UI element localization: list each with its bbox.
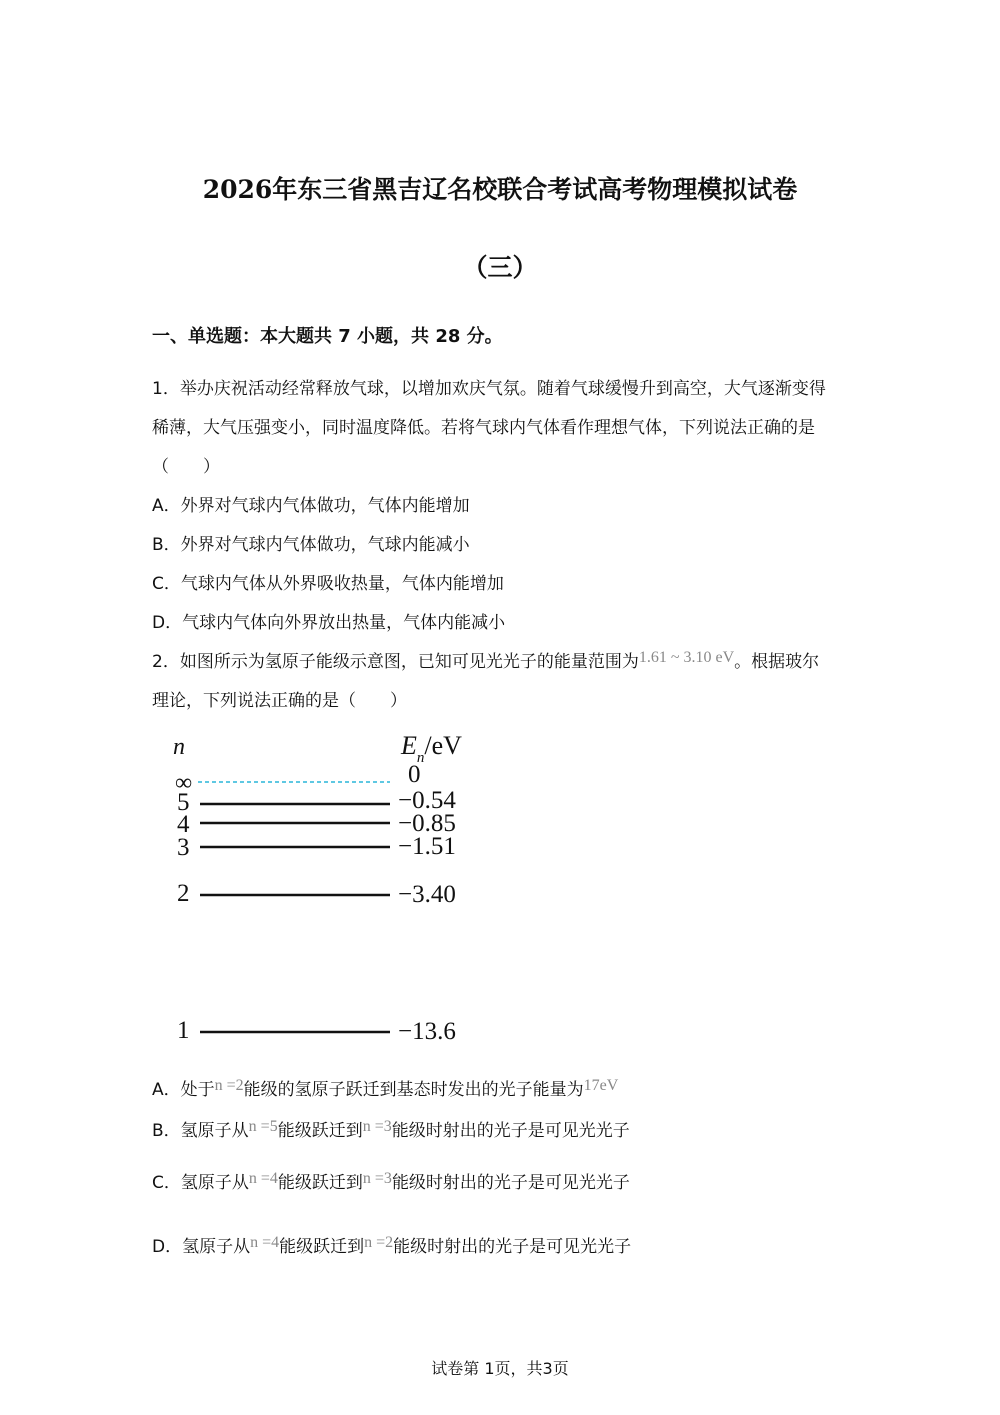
q2-option-d-math2: n =2	[364, 1234, 394, 1251]
q2-option-a-math2: 17eV	[583, 1077, 619, 1094]
level-inf-energy: 0	[408, 761, 421, 788]
level-1-n: 1	[177, 1017, 190, 1044]
level-3-n: 3	[177, 834, 190, 861]
q2-option-c-text1: 能级跃迁到	[277, 1173, 363, 1193]
q2-option-a-prefix: A．处于	[152, 1080, 215, 1100]
level-2-energy-value: −3.40	[398, 881, 456, 908]
level-1-energy-value: −13.6	[398, 1018, 456, 1045]
q2-option-b-math2: n =3	[362, 1118, 392, 1135]
q2-option-b-math1: n =5	[248, 1118, 278, 1135]
q2-option-d-math1: n =4	[250, 1234, 280, 1251]
q2-option-c-prefix: C．氢原子从	[152, 1173, 249, 1193]
q2-option-c-math2: n =3	[362, 1170, 392, 1187]
level-5-energy-value: −0.54	[398, 787, 456, 814]
q1-stem-line1: 1．举办庆祝活动经常释放气球，以增加欢庆气氛。随着气球缓慢升到高空，大气逐渐变得	[152, 379, 826, 399]
energy-label-sub: n	[416, 750, 425, 766]
q1-stem-line2: 稀薄，大气压强变小，同时温度降低。若将气球内气体看作理想气体，下列说法正确的是	[152, 418, 815, 438]
q2-stem-line2: 理论，下列说法正确的是（ ）	[152, 691, 407, 711]
q1-option-d: D．气球内气体向外界放出热量，气体内能减小	[152, 613, 506, 633]
n-axis-label: n	[173, 734, 185, 760]
level-inf-n: ∞	[175, 770, 193, 796]
q1-option-b: B．外界对气球内气体做功，气球内能减小	[152, 535, 470, 555]
q1-option-a: A．外界对气球内气体做功，气体内能增加	[152, 496, 470, 516]
q2-option-a	[152, 1078, 618, 1103]
q2-option-a-text: 能级的氢原子跃迁到基态时发出的光子能量为	[243, 1080, 584, 1100]
q2-option-b-prefix: B．氢原子从	[152, 1121, 249, 1141]
q2-option-a-math1: n =2	[214, 1077, 244, 1094]
q2-option-c	[152, 1171, 630, 1196]
q2-option-d-prefix: D．氢原子从	[152, 1237, 251, 1257]
q1-option-c: C．气球内气体从外界吸收热量，气体内能增加	[152, 574, 504, 594]
q2-energy-range: 1.61 ~ 3.10 eV	[638, 649, 735, 666]
q2-option-b-text1: 能级跃迁到	[277, 1121, 363, 1141]
q2-stem-before: 2．如图所示为氢原子能级示意图，已知可见光光子的能量范围为	[152, 652, 639, 672]
level-4-energy-value: −0.85	[398, 810, 456, 837]
q2-option-d-text2: 能级时射出的光子是可见光光子	[393, 1237, 632, 1257]
energy-label-main: E	[401, 731, 417, 760]
level-3-energy-value: −1.51	[398, 833, 456, 860]
q2-stem-line1	[152, 650, 819, 675]
q2-option-d-text1: 能级跃迁到	[279, 1237, 365, 1257]
level-2-n: 2	[177, 880, 190, 907]
page-footer: 试卷第 1页，共3页	[431, 1359, 569, 1378]
energy-label-unit: /eV	[424, 731, 462, 760]
exam-title: 2026年东三省黑吉辽名校联合考试高考物理模拟试卷	[202, 175, 798, 204]
q2-option-d	[152, 1235, 631, 1260]
energy-level-diagram	[165, 728, 485, 1048]
q2-option-c-math1: n =4	[248, 1170, 278, 1187]
level-4-n: 4	[177, 811, 190, 838]
q2-option-b	[152, 1119, 630, 1144]
q2-option-b-text2: 能级时射出的光子是可见光光子	[391, 1121, 630, 1141]
q2-stem-after: 。根据玻尔	[734, 652, 820, 672]
exam-subtitle: （三）	[462, 253, 538, 282]
q1-stem-line3: （ ）	[152, 457, 220, 477]
q2-option-c-text2: 能级时射出的光子是可见光光子	[391, 1173, 630, 1193]
level-5-n: 5	[177, 789, 190, 816]
section-heading: 一、单选题：本大题共 7 小题，共 28 分。	[152, 326, 503, 347]
